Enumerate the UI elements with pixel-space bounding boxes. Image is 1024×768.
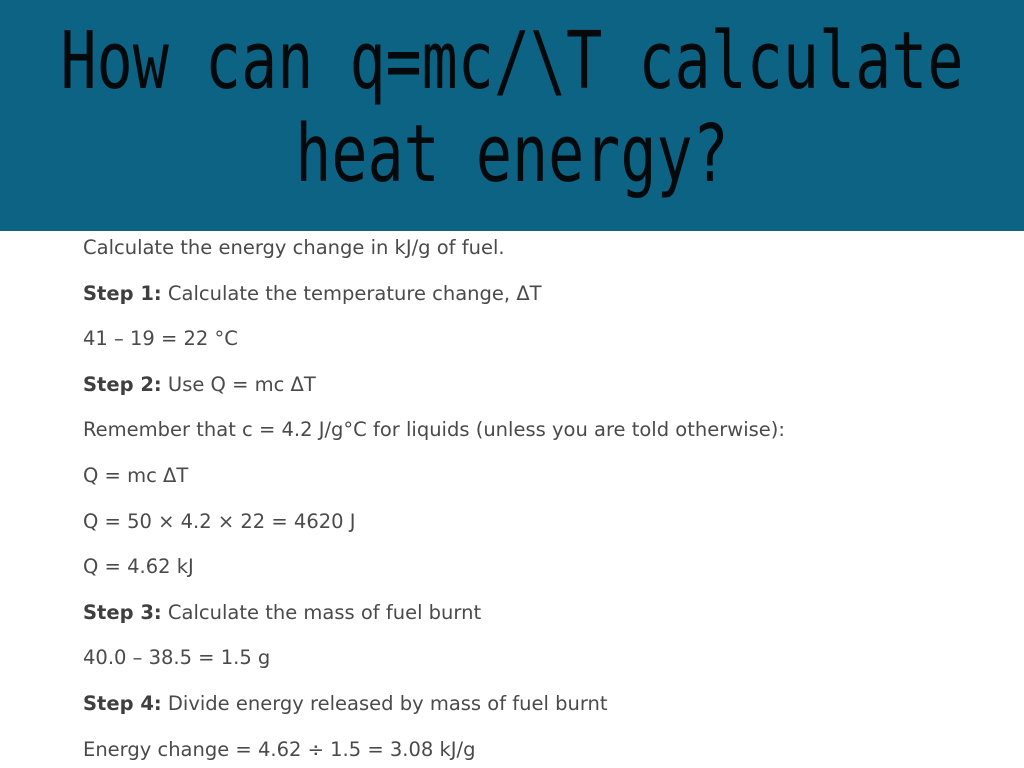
body-line-text: Q = 50 × 4.2 × 22 = 4620 J: [83, 509, 356, 533]
body-line: [83, 727, 994, 768]
step-label: Step 2:: [83, 372, 162, 396]
step-label: Step 1:: [83, 281, 162, 305]
body-line-text: 41 – 19 = 22 °C: [83, 327, 238, 351]
slide-header: [0, 0, 1024, 231]
body-line: [83, 453, 994, 499]
body-line: [83, 499, 994, 545]
step-label: Step 4:: [83, 691, 162, 715]
body-line-text: Energy change = 4.62 ÷ 1.5 = 3.08 kJ/g: [83, 737, 476, 761]
body-line: [83, 316, 994, 362]
body-line: [83, 544, 994, 590]
body-line-text: Q = 4.62 kJ: [83, 555, 194, 579]
body-line-text: Calculate the mass of fuel burnt: [161, 600, 482, 624]
body-line: [83, 362, 994, 408]
body-line-text: Calculate the temperature change, ΔT: [161, 281, 542, 305]
step-label: Step 3:: [83, 600, 162, 624]
body-line: [83, 635, 994, 681]
slide-title-line-1: How can q=mc/\T calculate: [60, 15, 964, 108]
slide-title-line-2: heat energy?: [295, 108, 729, 201]
body-line: [83, 407, 994, 453]
body-line: [83, 590, 994, 636]
body-line: [83, 225, 994, 271]
body-line-text: Q = mc ΔT: [83, 463, 189, 487]
body-line-text: Use Q = mc ΔT: [161, 372, 316, 396]
body-line: [83, 681, 994, 727]
body-line-text: 40.0 – 38.5 = 1.5 g: [83, 646, 271, 670]
slide-body: [0, 225, 1024, 768]
body-line-text: Divide energy released by mass of fuel burnt: [161, 691, 608, 715]
body-line-text: Remember that c = 4.2 J/g°C for liquids (unless you are told otherwise):: [83, 418, 785, 442]
body-line-text: Calculate the energy change in kJ/g of fuel.: [83, 236, 505, 259]
body-line: [83, 271, 994, 317]
